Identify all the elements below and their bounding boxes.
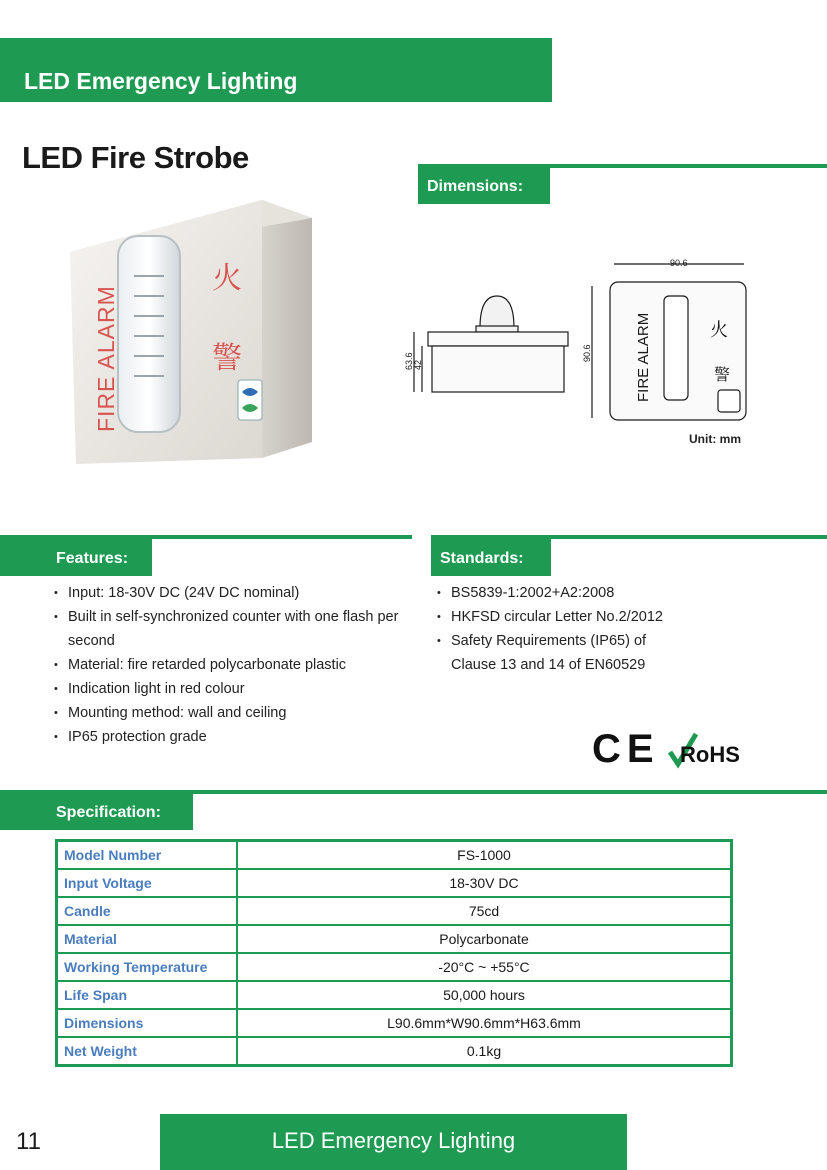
table-row xyxy=(57,981,732,1009)
front-fire-alarm-label: FIRE ALARM xyxy=(635,312,652,402)
spec-value: 18-30V DC xyxy=(237,869,732,897)
standard-item: • BS5839-1:2002+A2:2008 xyxy=(437,581,687,605)
feature-item: • IP65 protection grade xyxy=(54,725,399,749)
table-row xyxy=(57,1009,732,1037)
table-row xyxy=(57,925,732,953)
side-height-label-1: 63.6 xyxy=(404,352,414,370)
front-chinese-1: 火 xyxy=(710,320,728,341)
standards-heading: Standards: xyxy=(440,550,524,567)
table-row xyxy=(57,897,732,925)
footer-banner-text: LED Emergency Lighting xyxy=(271,1128,516,1153)
spec-value: Polycarbonate xyxy=(237,925,732,953)
feature-item: • Built in self-synchronized counter with one flash per second xyxy=(54,605,399,653)
page-number: 11 xyxy=(16,1128,41,1155)
feature-item: • Mounting method: wall and ceiling xyxy=(54,701,399,725)
ce-mark: CE xyxy=(592,727,660,771)
feature-item: • Material: fire retarded polycarbonate plastic xyxy=(54,653,399,677)
table-row xyxy=(57,869,732,897)
standard-item: • HKFSD circular Letter No.2/2012 xyxy=(437,605,687,629)
features-list xyxy=(54,581,399,749)
spec-key: Material xyxy=(57,925,238,953)
spec-value: L90.6mm*W90.6mm*H63.6mm xyxy=(237,1009,732,1037)
front-width-label: 90.6 xyxy=(670,258,688,268)
svg-text:警: 警 xyxy=(212,341,242,376)
header-banner xyxy=(0,38,552,102)
product-title: LED Fire Strobe xyxy=(22,140,249,175)
spec-key: Life Span xyxy=(57,981,238,1009)
features-heading: Features: xyxy=(56,550,129,567)
specification-table xyxy=(55,839,733,1067)
product-photo xyxy=(62,196,322,476)
unit-label: Unit: mm xyxy=(689,432,741,446)
spec-key: Dimensions xyxy=(57,1009,238,1037)
header-banner-text: LED Emergency Lighting xyxy=(24,68,298,94)
spec-key: Net Weight xyxy=(57,1037,238,1066)
standards-list xyxy=(437,581,687,677)
table-row xyxy=(57,841,732,870)
spec-key: Input Voltage xyxy=(57,869,238,897)
side-height-label-2: 42 xyxy=(413,359,423,370)
rohs-text: RoHS xyxy=(680,742,740,767)
spec-key: Model Number xyxy=(57,841,238,870)
front-chinese-2: 警 xyxy=(714,365,731,384)
svg-text:火: 火 xyxy=(212,261,242,296)
specification-heading-tab xyxy=(0,792,193,830)
spec-value: 75cd xyxy=(237,897,732,925)
rohs-mark xyxy=(666,730,756,770)
standards-heading-tab xyxy=(431,538,551,576)
spec-value: FS-1000 xyxy=(237,841,732,870)
feature-item: • Input: 18-30V DC (24V DC nominal) xyxy=(54,581,399,605)
dimensions-heading-tab xyxy=(418,166,550,204)
table-row xyxy=(57,1037,732,1066)
specification-heading: Specification: xyxy=(56,804,161,821)
dimension-drawing xyxy=(396,252,766,442)
spec-key: Candle xyxy=(57,897,238,925)
spec-value: 0.1kg xyxy=(237,1037,732,1066)
features-heading-tab xyxy=(0,538,152,576)
spec-value: -20°C ~ +55°C xyxy=(237,953,732,981)
footer-banner xyxy=(160,1114,627,1170)
svg-text:FIRE ALARM: FIRE ALARM xyxy=(93,285,119,432)
spec-value: 50,000 hours xyxy=(237,981,732,1009)
dimensions-heading: Dimensions: xyxy=(427,178,524,195)
table-row xyxy=(57,953,732,981)
front-height-label: 90.6 xyxy=(582,344,592,362)
feature-item: • Indication light in red colour xyxy=(54,677,399,701)
standard-item: • Safety Requirements (IP65) of Clause 13 and 14 of EN60529 xyxy=(437,629,687,677)
spec-key: Working Temperature xyxy=(57,953,238,981)
